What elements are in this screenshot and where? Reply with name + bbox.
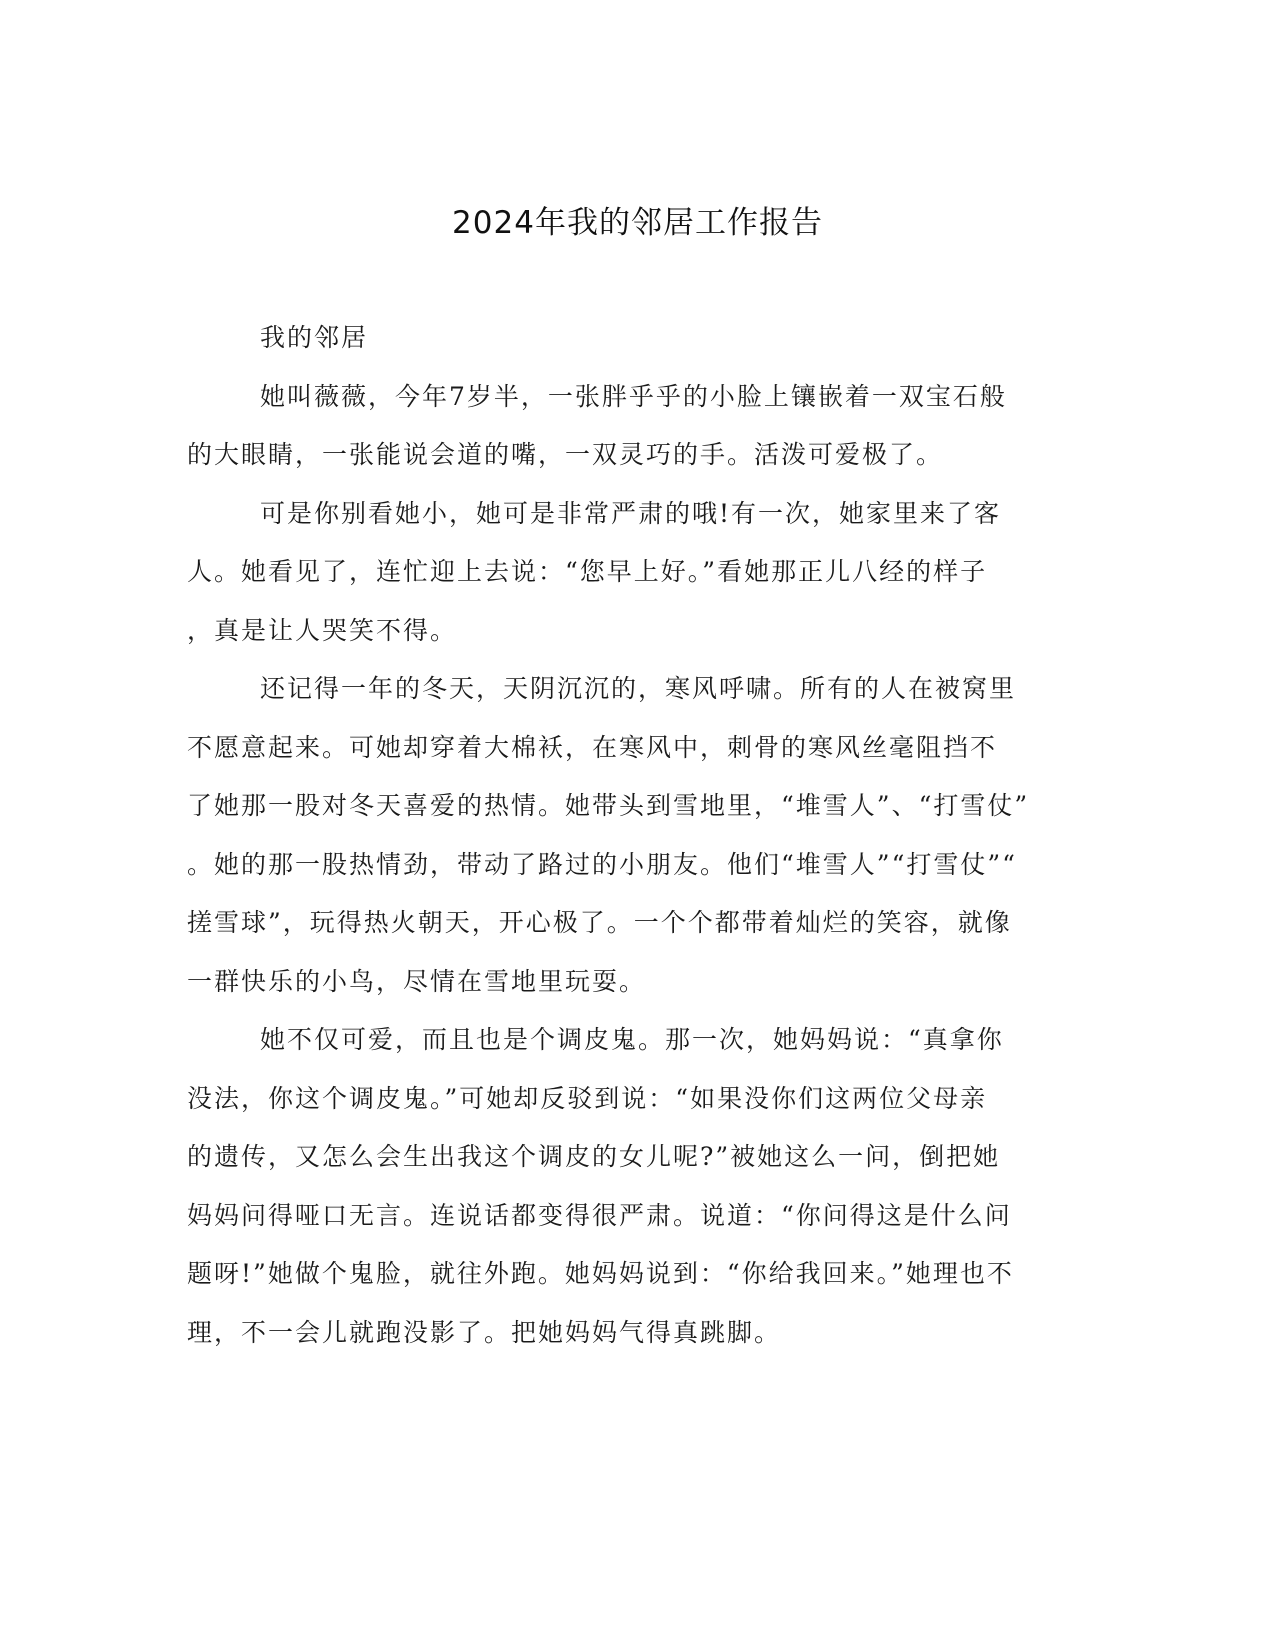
body-line: 搓雪球”，玩得热火朝天，开心极了。一个个都带着灿烂的笑容，就像 [187, 908, 1012, 937]
body-line: 。她的那一股热情劲，带动了路过的小朋友。他们“堆雪人”“打雪仗”“ [187, 850, 1017, 879]
body-line: 理，不一会儿就跑没影了。把她妈妈气得真跳脚。 [187, 1318, 782, 1347]
body-line: 她叫薇薇，今年7岁半，一张胖乎乎的小脸上镶嵌着一双宝石般 [260, 382, 1007, 411]
body-line: 的大眼睛，一张能说会道的嘴，一双灵巧的手。活泼可爱极了。 [187, 440, 944, 469]
body-line: 的遗传，又怎么会生出我这个调皮的女儿呢?”被她这么一问，倒把她 [187, 1142, 1001, 1171]
body-line: 不愿意起来。可她却穿着大棉袄，在寒风中，刺骨的寒风丝毫阻挡不 [187, 733, 998, 762]
body-line: 可是你别看她小，她可是非常严肃的哦!有一次，她家里来了客 [260, 499, 1002, 528]
body-line: 我的邻居 [260, 323, 369, 352]
body-line: 没法，你这个调皮鬼。”可她却反驳到说：“如果没你们这两位父母亲 [187, 1084, 988, 1113]
body-line: 一群快乐的小鸟，尽情在雪地里玩耍。 [187, 967, 647, 996]
document-title: 2024年我的邻居工作报告 [452, 205, 823, 241]
body-line: 题呀!”她做个鬼脸，就往外跑。她妈妈说到：“你给我回来。”她理也不 [187, 1259, 1014, 1288]
body-line: ，真是让人哭笑不得。 [187, 616, 458, 645]
body-line: 妈妈问得哑口无言。连说话都变得很严肃。说道：“你问得这是什么问 [187, 1201, 1012, 1230]
body-line: 了她那一股对冬天喜爱的热情。她带头到雪地里，“堆雪人”、“打雪仗” [187, 791, 1030, 820]
body-line: 还记得一年的冬天，天阴沉沉的，寒风呼啸。所有的人在被窝里 [260, 674, 1017, 703]
body-line: 人。她看见了，连忙迎上去说：“您早上好。”看她那正儿八经的样子 [187, 557, 988, 586]
body-line: 她不仅可爱，而且也是个调皮鬼。那一次，她妈妈说：“真拿你 [260, 1025, 1004, 1054]
